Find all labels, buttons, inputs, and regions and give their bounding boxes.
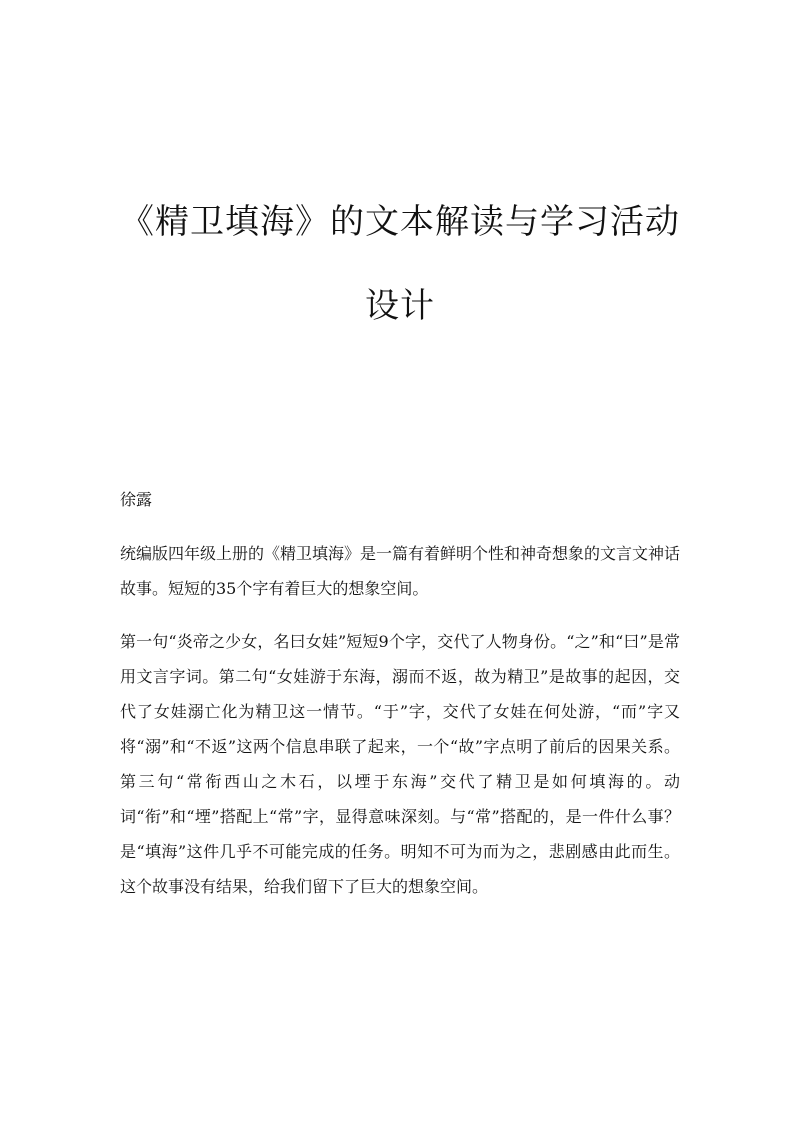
document-title: 《精卫填海》的文本解读与学习活动设计 bbox=[120, 202, 680, 326]
paragraph-1: 统编版四年级上册的《精卫填海》是一篇有着鲜明个性和神奇想象的文言文神话故事。短短的35个字有着巨大的想象空间。 bbox=[120, 544, 681, 598]
paragraph-2: 第一句“炎帝之少女，名曰女娃”短短9个字，交代了人物身份。“之”和“曰”是常用文言字词。第二句“女娃游于东海，溺而不返，故为精卫”是故事的起因，交代了女娃溺亡化为精卫这一情节。“于”字，交代了女娃在何处游，“而”字又将“溺”和“不返”这两个信息串联了起来，一个“故”字点明了前后的因果关系。第三句“常衔西山之木石，以堙于东海”交代了精卫是如何填海的。动词“衔”和“堙”搭配上“常”字，显得意味深刻。与“常”搭配的，是一件什么事？是“填海”这件几乎不可能完成的任务。明知不可为而为之，悲剧感由此而生。这个故事没有结果，给我们留下了巨大的想象空间。 bbox=[120, 632, 680, 896]
author-name: 徐露 bbox=[120, 490, 153, 509]
